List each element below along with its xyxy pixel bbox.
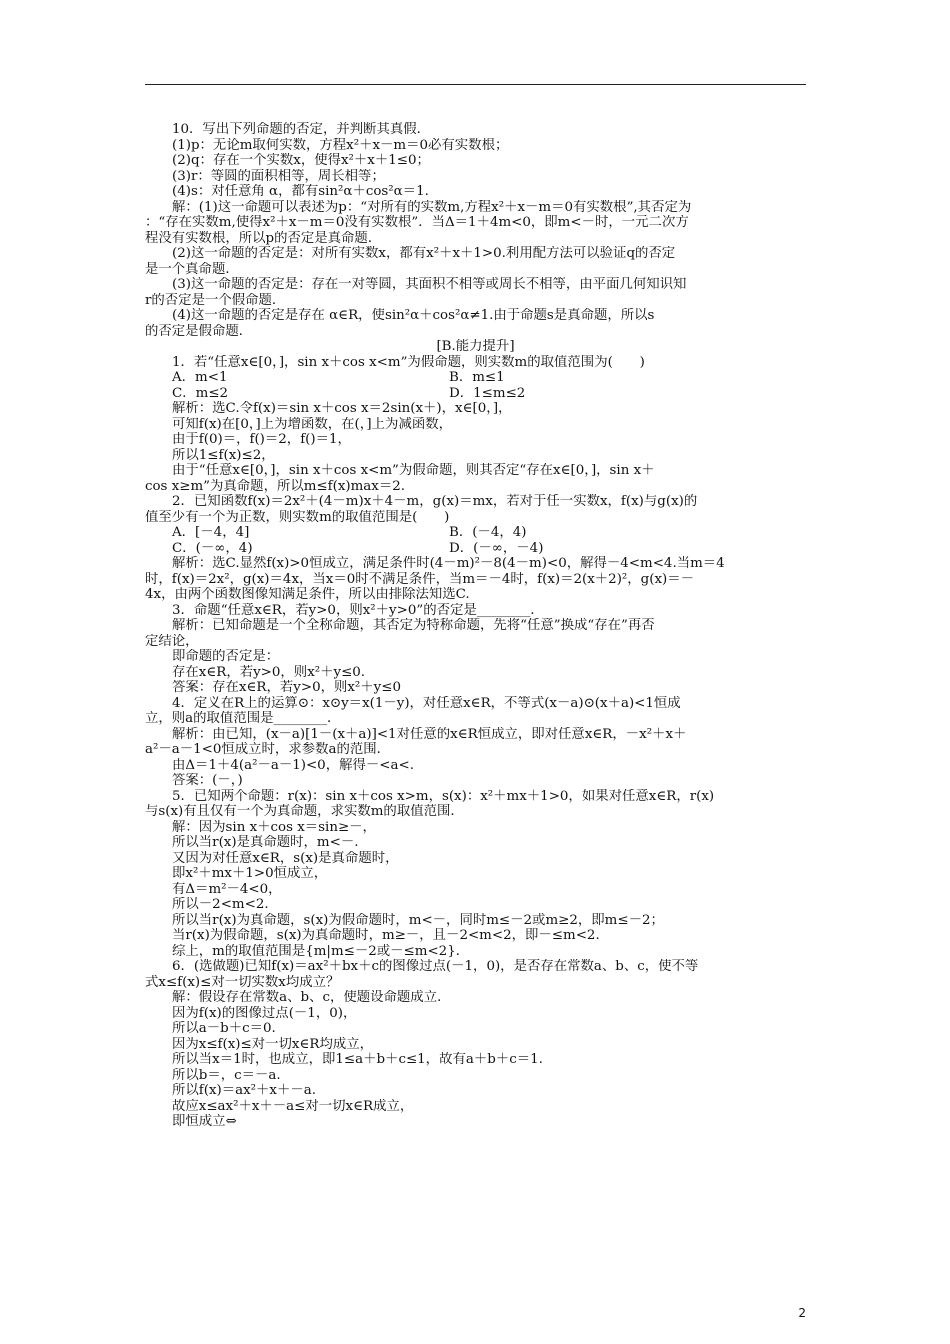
text-line: 因为x≤f(x)≤对一切x∈R均成立， [172,1036,374,1052]
text-line: 解析：由已知，(x－a)[1－(x＋a)]<1对任意的x∈R恒成立，即对任意x∈R，－x²＋x＋ [172,726,687,742]
document-body [145,122,806,1130]
text-line: 4x，由两个函数图像知满足条件，所以由排除法知选C. [145,587,470,602]
choice-option: B．m≤1 [449,370,505,385]
text-line: 的否定是假命题． [145,323,253,339]
text-line: 即x²＋mx＋1>0恒成立， [172,866,328,881]
text-line: cos x≥m”为真命题，所以m≤f(x)max＝2. [145,478,406,494]
text-line: 解析：已知命题是一个全称命题，其否定为特称命题，先将“任意”换成“存在”再否 [172,618,655,633]
text-line: 由于f(0)＝，f()＝2，f()＝1， [172,432,351,447]
text-line: 综上，m的取值范围是{m|m≤－2或－≤m<2}． [172,943,470,959]
choice-row [145,541,806,557]
text-line: 4．定义在R上的运算⊙：x⊙y＝x(1－y)，对任意x∈R，不等式(x－a)⊙(x＋a)<1恒成 [172,695,681,711]
text-line: 2．已知函数f(x)＝2x²＋(4－m)x＋4－m，g(x)＝mx，若对于任一实数x，f(x)与g(x)的 [172,494,698,509]
text-line: 式x≤f(x)≤对一切实数x均成立？ [145,974,340,990]
text-line: 是一个真命题． [145,261,239,277]
text-line: (3)r：等圆的面积相等，周长相等； [172,168,385,184]
text-line: 所以当r(x)为真命题，s(x)为假命题时，m<－，同时m≤－2或m≥2，即m≤－2； [172,912,664,928]
text-line: 6．(选做题)已知f(x)＝ax²＋bx＋c的图像过点(－1，0)，是否存在常数a、b、c，使不等 [172,959,699,974]
text-line: 所以b＝，c＝－a. [172,1067,281,1083]
text-line: 1．若“任意x∈[0，]，sin x＋cos x<m”为假命题，则实数m的取值范围为( ) [172,354,645,370]
choice-option: A．m<1 [172,370,228,385]
text-line: 定结论， [145,633,199,649]
text-line: 与s(x)有且仅有一个为真命题，求实数m的取值范围． [145,804,464,819]
text-line: 3．命题“任意x∈R，若y>0，则x²＋y>0”的否定是________． [172,602,544,618]
text-line: 解：因为sin x＋cos x＝sin≥－， [172,819,376,835]
text-line: a²－a－1<0恒成立时，求参数a的范围． [145,742,391,757]
text-line: 值至少有一个为正数，则实数m的取值范围是( ) [145,509,450,525]
text-line: 故应x≤ax²＋x＋－a≤对一切x∈R成立， [172,1098,414,1114]
choice-row [145,370,806,386]
text-line: 解：假设存在常数a、b、c，使题设命题成立． [172,990,451,1005]
text-line: ：“存在实数m,使得x²＋x－m＝0没有实数根”．当Δ＝1＋4m<0，即m<－时，一元二次方 [145,215,689,230]
text-line: 程没有实数根，所以p的否定是真命题． [145,230,382,246]
text-line: 所以－2<m<2. [172,897,269,912]
text-line: 解：(1)这一命题可以表述为p：“对所有的实数m,方程x²＋x－m＝0有实数根”,其否定为 [172,199,692,215]
text-line: 所以当r(x)是真命题时，m<－. [172,835,359,850]
text-line: 所以f(x)＝ax²＋x＋－a. [172,1083,316,1098]
text-line: (2)q：存在一个实数x，使得x²＋x＋1≤0； [172,153,430,168]
text-line: (4)这一命题的否定是存在 α∈R，使sin²α＋cos²α≠1.由于命题s是真命题，所以s [172,308,655,323]
text-line: 由于“任意x∈[0，]，sin x＋cos x<m”为假命题，则其否定“存在x∈[0，]，sin x＋ [172,463,655,478]
text-line: 即恒成立⇔ [172,1114,237,1129]
text-line: 时，f(x)＝2x²，g(x)＝4x，当x＝0时不满足条件，当m＝－4时，f(x)＝2(x＋2)²，g(x)＝－ [145,571,695,587]
text-line: 所以1≤f(x)≤2， [172,447,275,463]
text-line: 又因为对任意x∈R，s(x)是真命题时， [172,850,399,866]
text-line: 所以a－b＋c＝0. [172,1021,276,1036]
text-line: (3)这一命题的否定是：存在一对等圆，其面积不相等或周长不相等，由平面几何知识知 [172,277,687,292]
text-line: 当r(x)为假命题，s(x)为真命题时，m≥－，且－2<m<2，即－≤m<2. [172,928,600,943]
text-line: 10．写出下列命题的否定，并判断其真假． [172,122,431,137]
section-heading: [B.能力提升] [436,339,515,354]
text-line: 解析：选C.令f(x)＝sin x＋cos x＝2sin(x＋)，x∈[0，]， [172,401,512,416]
text-line: 有Δ＝m²－4<0， [172,881,282,897]
choice-option: A．[－4，4] [172,525,250,540]
text-line: 5．已知两个命题：r(x)：sin x＋cos x>m，s(x)：x²＋mx＋1>0，如果对任意x∈R，r(x) [172,788,715,804]
choice-option: C．m≤2 [172,385,229,401]
text-line: 答案：存在x∈R，若y>0，则x²＋y≤0 [172,680,401,695]
text-line: 因为f(x)的图像过点(－1，0)， [172,1005,357,1021]
choice-option: D．1≤m≤2 [449,385,526,401]
text-line: 即命题的否定是： [172,649,280,664]
text-line: (4)s：对任意角 α，都有sin²α＋cos²α＝1. [172,184,429,199]
choice-option: D．(－∞，－4) [449,540,544,556]
text-line: 解析：选C.显然f(x)>0恒成立，满足条件时(4－m)²－8(4－m)<0，解得－4<m<4.当m＝4 [172,556,725,571]
choice-option: C．(－∞，4) [172,540,253,556]
choice-option: B．(－4，4) [449,525,527,540]
text-line: r的否定是一个假命题． [145,292,286,308]
text-line: 存在x∈R，若y>0，则x²＋y≤0. [172,664,366,680]
text-line: 可知f(x)在[0，]上为增函数，在(，]上为减函数， [172,416,453,432]
text-line: 由Δ＝1＋4(a²－a－1)<0，解得－<a<. [172,757,414,773]
choice-row [145,525,806,541]
text-line: 立，则a的取值范围是________． [145,711,341,726]
page-number: 2 [798,1306,806,1320]
text-line: (2)这一命题的否定是：对所有实数x，都有x²＋x＋1>0.利用配方法可以验证q的否定 [172,246,676,261]
text-line: (1)p：无论m取何实数，方程x²＋x－m＝0必有实数根； [172,137,509,153]
text-line: 答案：(－，) [172,773,243,788]
choice-row [145,386,806,402]
header-rule [145,84,806,85]
text-line: 所以当x＝1时，也成立，即1≤a＋b＋c≤1，故有a＋b＋c＝1. [172,1052,543,1067]
